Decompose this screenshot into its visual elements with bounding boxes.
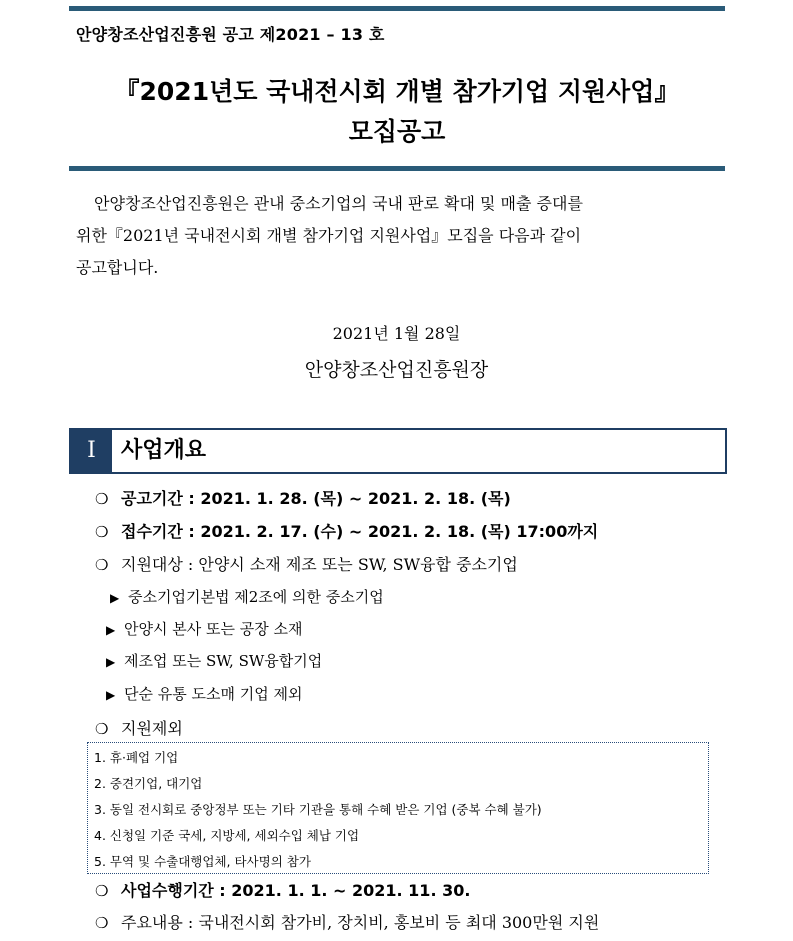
item-text: 주요내용 : 국내전시회 참가비, 장치비, 홍보비 등 최대 300만원 지원 — [121, 913, 600, 932]
circle-bullet-icon: ❍ — [95, 914, 109, 932]
circle-bullet-icon: ❍ — [95, 490, 109, 508]
list-item-target — [95, 552, 518, 575]
exclusion-item: 5. 무역 및 수출대행업체, 타사명의 참가 — [94, 854, 311, 869]
exclusion-item: 3. 동일 전시회로 중앙정부 또는 기타 기관을 통해 수혜 받은 기업 (중복 수혜 불가) — [94, 802, 542, 817]
arrow-right-icon: ▶ — [106, 655, 116, 669]
top-rule — [69, 6, 725, 11]
item-text: 사업수행기간 : 2021. 1. 1. ~ 2021. 11. 30. — [121, 881, 471, 900]
circle-bullet-icon: ❍ — [95, 720, 109, 738]
exclusion-item: 1. 휴·폐업 기업 — [94, 750, 179, 765]
intro-line-3: 공고합니다. — [76, 258, 159, 277]
intro-line-1: 안양창조산업진흥원은 관내 중소기업의 국내 판로 확대 및 매출 증대를 — [94, 194, 583, 213]
intro-paragraph — [76, 188, 716, 284]
item-text: 지원대상 : 안양시 소재 제조 또는 SW, SW융합 중소기업 — [121, 555, 518, 574]
circle-bullet-icon: ❍ — [95, 523, 109, 541]
exclusion-item: 2. 중견기업, 대기업 — [94, 776, 203, 791]
list-item-main-content — [95, 910, 599, 933]
target-sub-item: ▶ 안양시 본사 또는 공장 소재 — [106, 620, 303, 638]
item-text: 지원제외 — [121, 719, 183, 738]
title-rule — [69, 166, 725, 171]
list-item-exclusion — [95, 716, 183, 739]
item-text: 공고기간 : 2021. 1. 28. (목) ~ 2021. 2. 18. (목) — [121, 489, 511, 508]
arrow-right-icon: ▶ — [110, 591, 120, 605]
announcement-number: 안양창조산업진흥원 공고 제2021 – 13 호 — [76, 25, 385, 44]
page-title: 『2021년도 국내전시회 개별 참가기업 지원사업』 — [114, 77, 680, 106]
circle-bullet-icon: ❍ — [95, 556, 109, 574]
announcement-date: 2021년 1월 28일 — [332, 324, 461, 343]
target-sub-item: ▶ 제조업 또는 SW, SW융합기업 — [106, 652, 323, 670]
list-item-announcement-period — [95, 486, 511, 509]
arrow-right-icon: ▶ — [106, 688, 116, 702]
page-subtitle: 모집공고 — [348, 117, 446, 146]
target-sub-item: ▶ 중소기업기본법 제2조에 의한 중소기업 — [110, 588, 384, 606]
section-title: 사업개요 — [121, 438, 207, 463]
exclusion-item: 4. 신청일 기준 국세, 지방세, 세외수입 체납 기업 — [94, 828, 360, 843]
target-sub-item: ▶ 단순 유통 도소매 기업 제외 — [106, 685, 303, 703]
signer: 안양창조산업진흥원장 — [304, 359, 489, 381]
exclusion-box — [87, 742, 709, 874]
section-header — [69, 428, 727, 474]
intro-line-2: 위한『2021년 국내전시회 개별 참가기업 지원사업』모집을 다음과 같이 — [76, 226, 582, 245]
item-text: 접수기간 : 2021. 2. 17. (수) ~ 2021. 2. 18. (목) 17:00까지 — [121, 522, 599, 541]
circle-bullet-icon: ❍ — [95, 882, 109, 900]
list-item-project-period — [95, 878, 470, 901]
arrow-right-icon: ▶ — [106, 623, 116, 637]
list-item-application-period — [95, 519, 598, 542]
section-number: Ⅰ — [71, 430, 112, 472]
